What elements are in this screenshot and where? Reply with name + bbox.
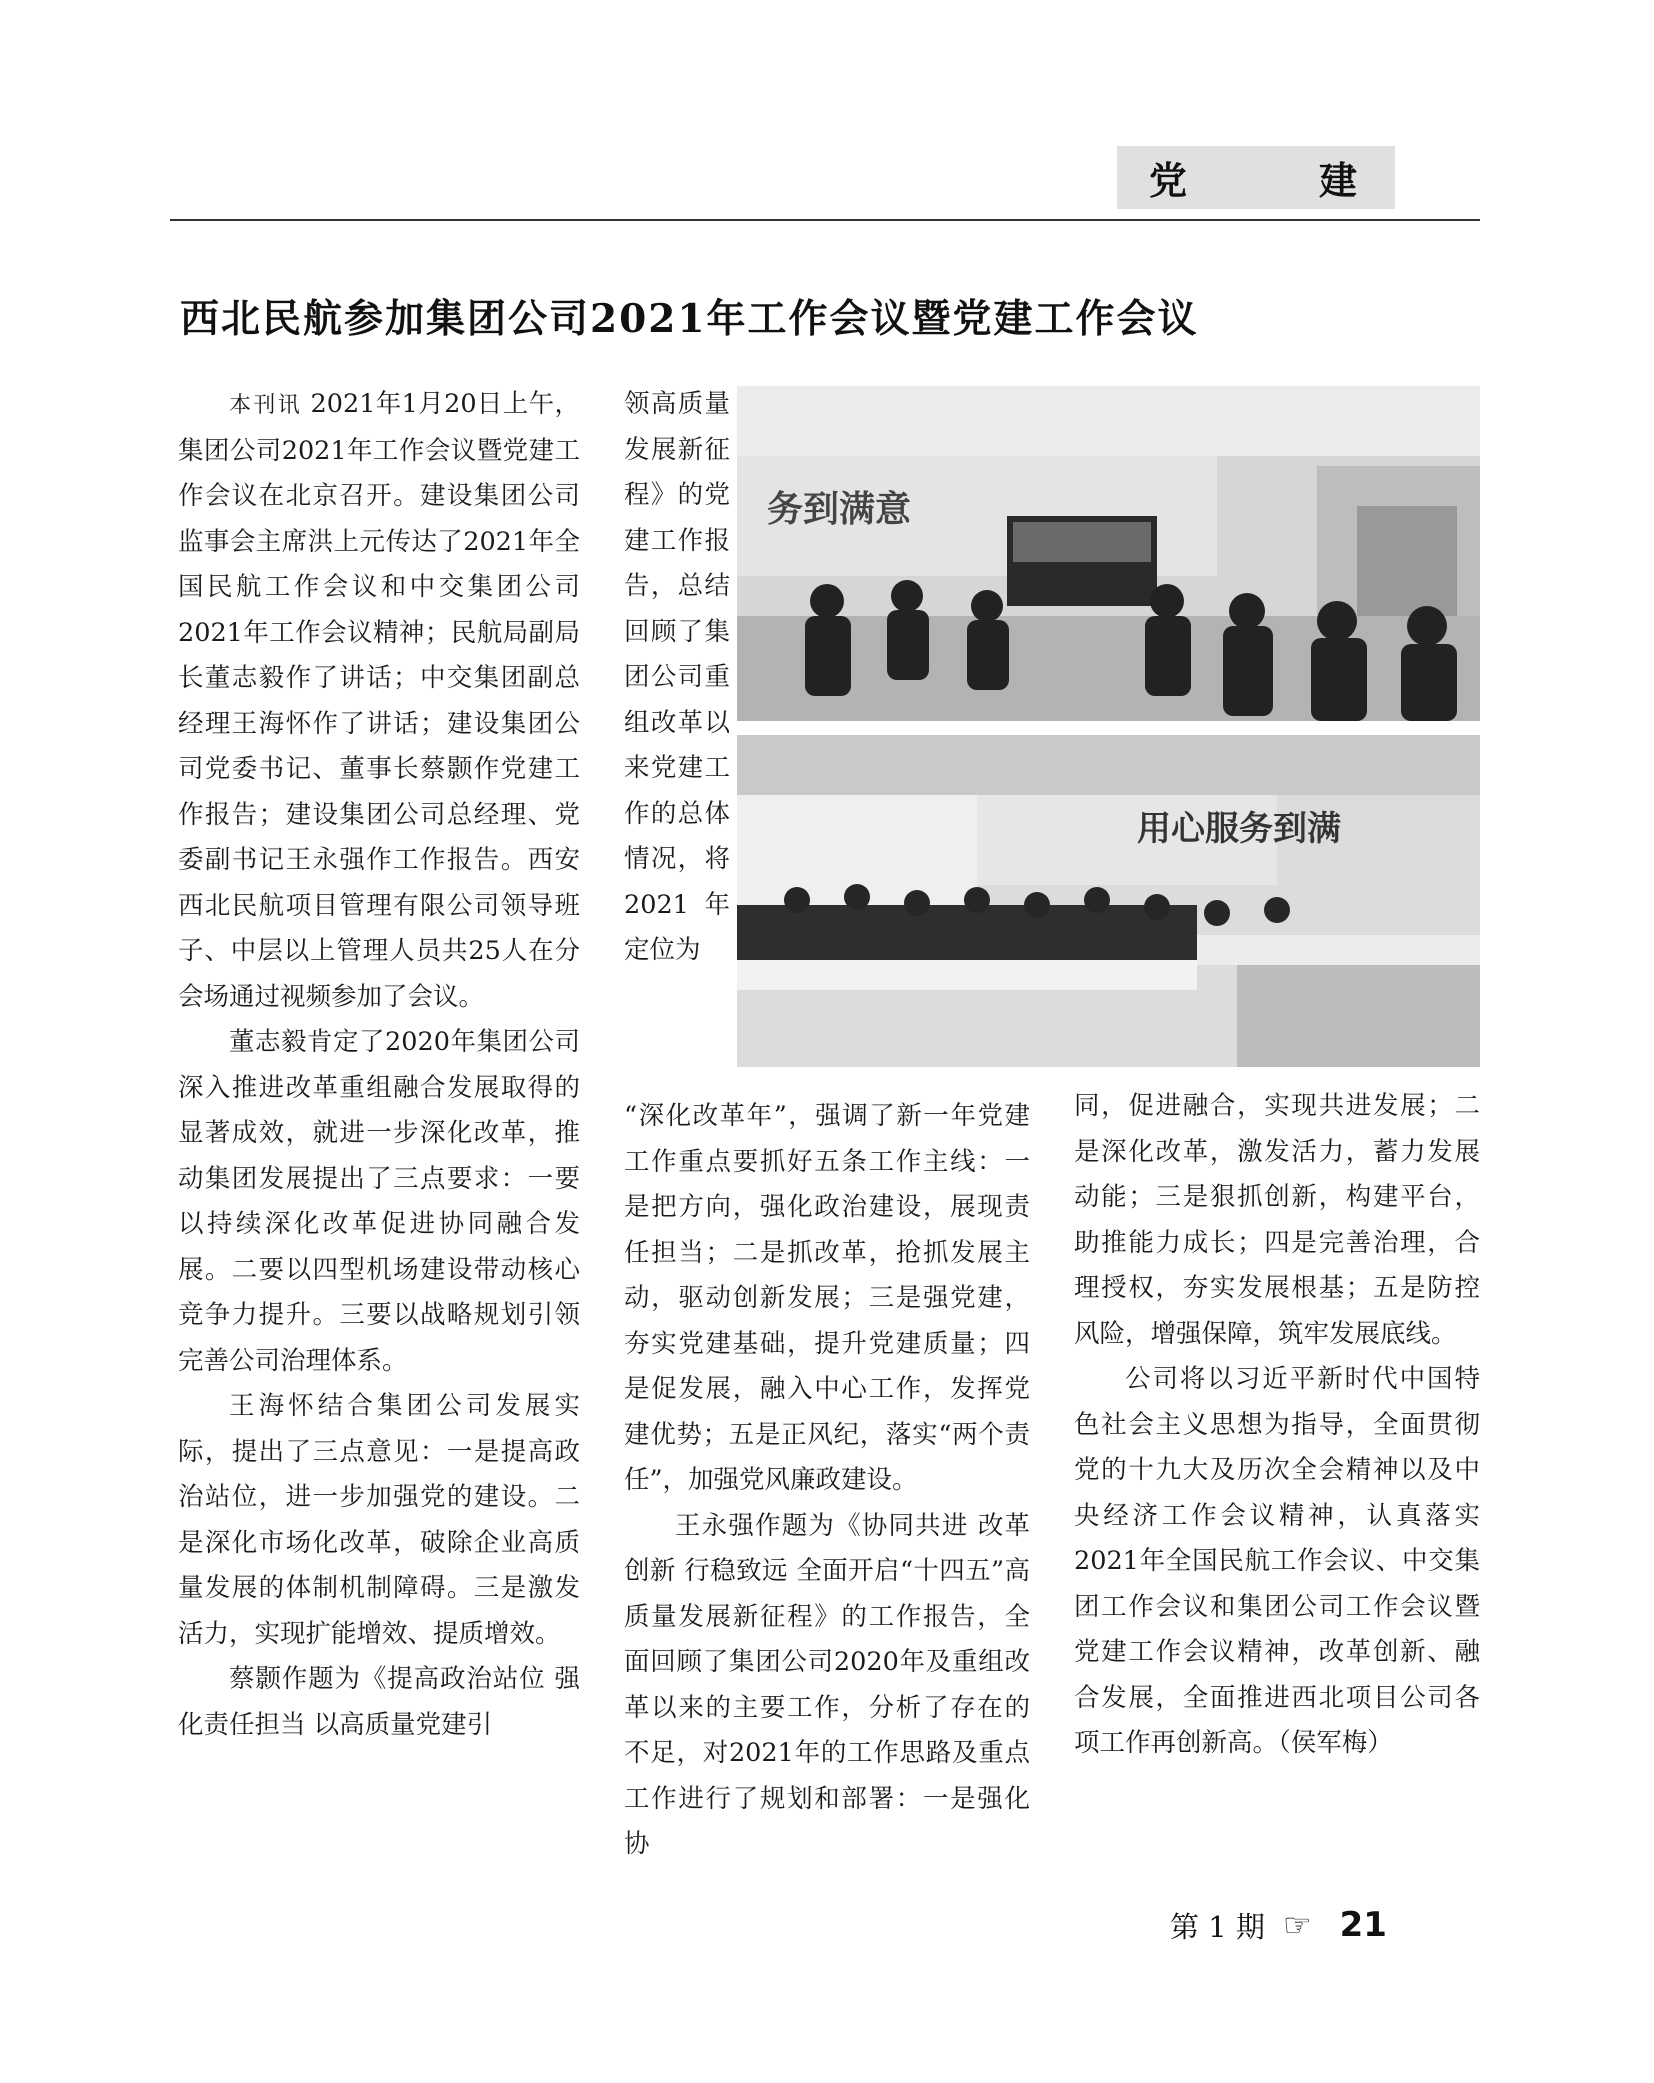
paragraph: 董志毅肯定了2020年集团公司深入推进改革重组融合发展取得的显著成效，就进一步深化改革，推动集团发展提出了三点要求：一要以持续深化改革促进协同融合发展。二要以四型机场建设带动核心竞争力提升。三要以战略规划引领完善公司治理体系。 xyxy=(178,1027,580,1376)
page-number: 21 xyxy=(1339,1905,1387,1945)
right-column xyxy=(1074,1084,1480,1767)
page-footer xyxy=(1170,1900,1387,1950)
pointing-hand-icon: ☞ xyxy=(1282,1906,1312,1944)
section-char-1: 党 xyxy=(1149,159,1188,203)
photo-1-banner: 务到满意 xyxy=(767,488,912,530)
section-char-2: 建 xyxy=(1318,159,1357,203)
paragraph: 领高质量发展新征程》的党建工作报告，总结回顾了集团公司重组改革以来党建工作的总体情况，将2021年定位为 xyxy=(624,389,730,965)
photo-2-banner: 用心服务到满 xyxy=(1137,809,1341,849)
meeting-photo-2 xyxy=(737,735,1480,1067)
paragraph: 公司将以习近平新时代中国特色社会主义思想为指导，全面贯彻党的十九大及历次全会精神以及中央经济工作会议精神，认真落实2021年全国民航工作会议、中交集团工作会议和集团公司工作会议暨党建工作会议精神，改革创新、融合发展，全面推进西北项目公司各项工作再创新高。（侯军梅） xyxy=(1074,1364,1480,1758)
paragraph: 本刊讯 2021年1月20日上午，集团公司2021年工作会议暨党建工作会议在北京召开。建设集团公司监事会主席洪上元传达了2021年全国民航工作会议和中交集团公司2021年工作会议精神；民航局副局长董志毅作了讲话；中交集团副总经理王海怀作了讲话；建设集团公司党委书记、董事长蔡颢作党建工作报告；建设集团公司总经理、党委副书记王永强作工作报告。西安西北民航项目管理有限公司领导班子、中层以上管理人员共25人在分会场通过视频参加了会议。 xyxy=(178,389,580,1012)
byline-prefix: 本刊讯 xyxy=(229,393,303,418)
meeting-photo-1 xyxy=(737,386,1480,721)
issue-label: 第 1 期 xyxy=(1170,1909,1265,1944)
left-column xyxy=(178,382,580,1748)
paragraph: “深化改革年”，强调了新一年党建工作重点要抓好五条工作主线：一是把方向，强化政治建设，展现责任担当；二是抓改革，抢抓发展主动，驱动创新发展；三是强党建，夯实党建基础，提升党建质量；四是促发展，融入中心工作，发挥党建优势；五是正风纪，落实“两个责任”，加强党风廉政建设。 xyxy=(624,1101,1030,1495)
mid-narrow-column xyxy=(624,382,730,974)
paragraph: 同，促进融合，实现共进发展；二是深化改革，激发活力，蓄力发展动能；三是狠抓创新，构建平台，助推能力成长；四是完善治理，合理授权，夯实发展根基；五是防控风险，增强保障，筑牢发展底线。 xyxy=(1074,1091,1480,1349)
paragraph: 蔡颢作题为《提高政治站位 强化责任担当 以高质量党建引 xyxy=(178,1664,580,1740)
middle-column xyxy=(624,1094,1030,1868)
paragraph: 王永强作题为《协同共进 改革创新 行稳致远 全面开启“十四五”高质量发展新征程》的工作报告，全面回顾了集团公司2020年及重组改革以来的主要工作，分析了存在的不足，对2021年的工作思路及重点工作进行了规划和部署：一是强化协 xyxy=(624,1510,1030,1859)
article-title: 西北民航参加集团公司2021年工作会议暨党建工作会议 xyxy=(180,296,1199,342)
section-tab xyxy=(1117,146,1395,209)
header-rule xyxy=(170,219,1480,221)
paragraph: 王海怀结合集团公司发展实际，提出了三点意见：一是提高政治站位，进一步加强党的建设。二是深化市场化改革，破除企业高质量发展的体制机制障碍。三是激发活力，实现扩能增效、提质增效。 xyxy=(178,1391,580,1649)
